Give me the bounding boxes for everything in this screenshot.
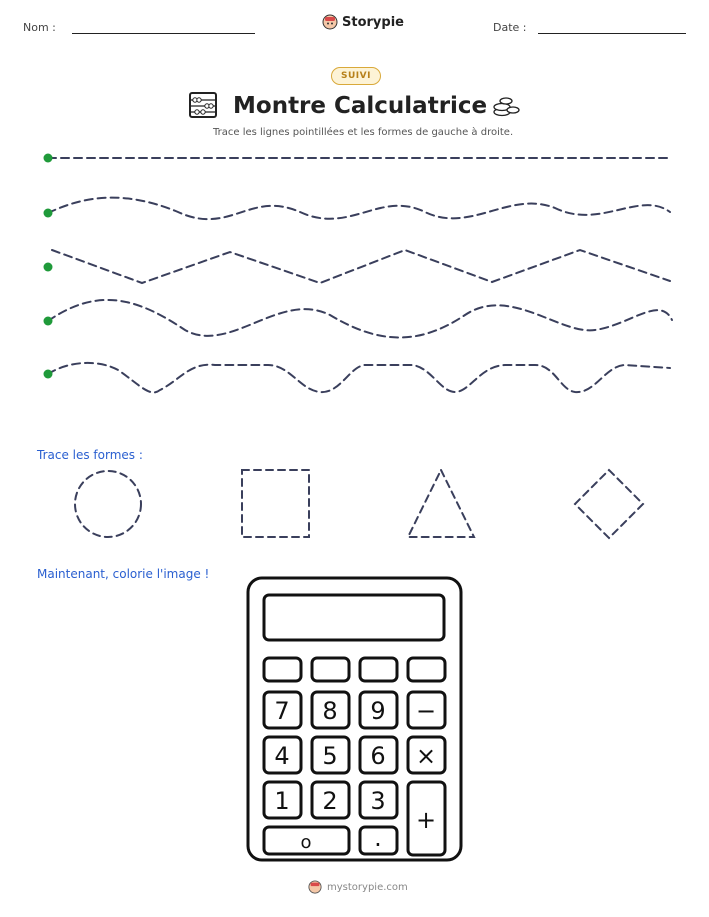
key-blank <box>408 658 445 681</box>
date-line[interactable] <box>538 33 686 34</box>
level-badge: SUIVI <box>331 67 381 85</box>
key-label: − <box>415 697 437 725</box>
key-label: o <box>300 832 312 853</box>
key-label: 3 <box>370 787 386 815</box>
trace-triangle <box>408 470 474 537</box>
brand-logo <box>322 14 404 30</box>
name-label: Nom : <box>23 21 56 34</box>
brand-name: Storypie <box>342 14 404 30</box>
shapes-row <box>0 465 709 545</box>
page-title: Montre Calculatrice <box>233 93 488 119</box>
trace-line-wave-large <box>48 300 672 338</box>
start-dot <box>44 370 53 379</box>
coloring-heading: Maintenant, colorie l'image ! <box>37 567 210 581</box>
key-label: 5 <box>322 742 338 770</box>
key-label: . <box>374 824 382 852</box>
trace-diamond <box>575 470 643 538</box>
trace-circle <box>75 471 141 537</box>
key-blank <box>264 658 301 681</box>
date-label: Date : <box>493 21 527 34</box>
storypie-logo-icon <box>308 880 322 894</box>
key-blank <box>312 658 349 681</box>
key-label: 1 <box>274 787 290 815</box>
calculator-screen <box>264 595 444 640</box>
instructions: Trace les lignes pointillées et les formes de gauche à droite. <box>213 127 514 138</box>
key-label: 4 <box>274 742 290 770</box>
trace-line-zigzag <box>52 250 670 283</box>
key-label: 7 <box>274 697 290 725</box>
key-label: 2 <box>322 787 338 815</box>
key-blank <box>360 658 397 681</box>
coins-icon <box>492 95 520 117</box>
trace-line-bumps <box>48 363 670 393</box>
start-dot <box>44 317 53 326</box>
footer-url[interactable]: mystorypie.com <box>327 881 408 893</box>
key-label: 9 <box>370 697 386 725</box>
start-dot <box>44 154 53 163</box>
key-label: + <box>415 806 437 834</box>
storypie-logo-icon <box>322 14 338 30</box>
calculator-drawing <box>246 576 463 862</box>
name-line[interactable] <box>72 33 255 34</box>
tracing-lines <box>0 140 709 400</box>
start-dot <box>44 209 53 218</box>
trace-line-wave <box>48 198 670 220</box>
shapes-heading: Trace les formes : <box>37 448 143 462</box>
key-label: × <box>415 742 437 770</box>
start-dot <box>44 263 53 272</box>
key-label: 6 <box>370 742 386 770</box>
footer <box>308 880 408 894</box>
trace-square <box>242 470 309 537</box>
abacus-icon <box>189 92 217 118</box>
key-label: 8 <box>322 697 338 725</box>
